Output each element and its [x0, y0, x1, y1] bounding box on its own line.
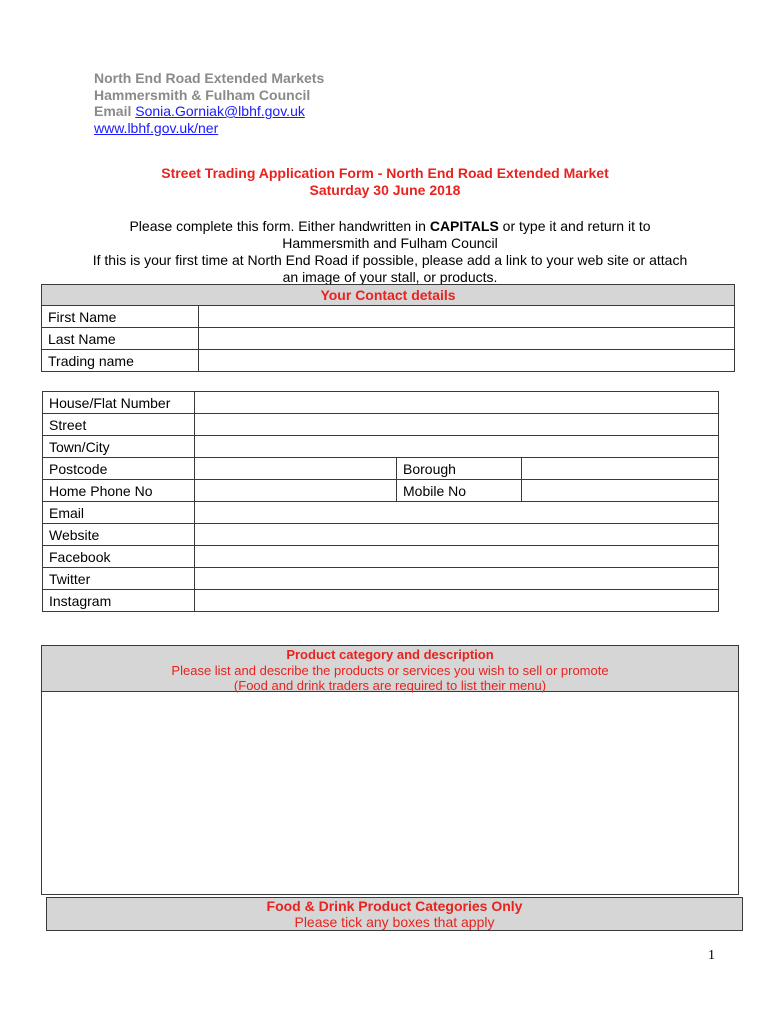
- twitter-label: Twitter: [43, 568, 195, 590]
- house-number-label: House/Flat Number: [43, 392, 195, 414]
- food-drink-title: Food & Drink Product Categories Only: [266, 898, 523, 914]
- email-label: Email: [43, 502, 195, 524]
- home-phone-label: Home Phone No: [43, 480, 195, 502]
- first-name-field[interactable]: [199, 306, 735, 328]
- header-email-link[interactable]: Sonia.Gorniak@lbhf.gov.uk: [135, 103, 305, 119]
- product-heading-title: Product category and description: [286, 647, 494, 662]
- food-drink-categories-heading: [46, 897, 743, 931]
- header-email-row: [94, 103, 324, 120]
- mobile-label: Mobile No: [397, 480, 522, 502]
- website-field[interactable]: [195, 524, 719, 546]
- intro-text: [40, 218, 740, 286]
- instagram-label: Instagram: [43, 590, 195, 612]
- header-website-link[interactable]: www.lbhf.gov.uk/ner: [94, 119, 219, 136]
- home-phone-field[interactable]: [195, 480, 397, 502]
- facebook-field[interactable]: [195, 546, 719, 568]
- trading-name-label: Trading name: [42, 350, 199, 372]
- mobile-field[interactable]: [522, 480, 719, 502]
- borough-label: Borough: [397, 458, 522, 480]
- first-name-label: First Name: [42, 306, 199, 328]
- borough-field[interactable]: [522, 458, 719, 480]
- trading-name-field[interactable]: [199, 350, 735, 372]
- intro-line4: an image of your stall, or products.: [282, 269, 498, 285]
- product-heading-note: (Food and drink traders are required to list their menu): [233, 678, 547, 693]
- product-description-section: [41, 645, 739, 895]
- product-heading-instruction: Please list and describe the products or services you wish to sell or promote: [171, 662, 609, 678]
- website-label: Website: [43, 524, 195, 546]
- header-council-name: Hammersmith & Fulham Council: [94, 86, 311, 103]
- intro-line2: Hammersmith and Fulham Council: [282, 235, 498, 251]
- form-title-date: Saturday 30 June 2018: [309, 181, 461, 198]
- instagram-field[interactable]: [195, 590, 719, 612]
- intro-text-b: or type it and return it to: [498, 218, 651, 234]
- house-number-field[interactable]: [195, 392, 719, 414]
- form-title-line1: Street Trading Application Form - North End Road Extended Market: [161, 165, 609, 181]
- street-label: Street: [43, 414, 195, 436]
- organisation-header: [94, 70, 324, 136]
- last-name-field[interactable]: [199, 328, 735, 350]
- header-market-name: North End Road Extended Markets: [94, 70, 325, 86]
- postcode-label: Postcode: [43, 458, 195, 480]
- header-email-label: Email: [94, 103, 136, 119]
- intro-line1: [40, 218, 740, 235]
- form-title: [0, 165, 770, 198]
- contact-details-heading: Your Contact details: [42, 285, 735, 306]
- product-description-field[interactable]: [42, 692, 738, 892]
- food-drink-instruction: Please tick any boxes that apply: [294, 914, 495, 930]
- intro-text-a: Please complete this form. Either handwritten in: [129, 218, 430, 234]
- email-field[interactable]: [195, 502, 719, 524]
- postcode-field[interactable]: [195, 458, 397, 480]
- intro-line3: If this is your first time at North End Road if possible, please add a link to your web site or attach: [92, 252, 688, 268]
- facebook-label: Facebook: [43, 546, 195, 568]
- last-name-label: Last Name: [42, 328, 199, 350]
- street-field[interactable]: [195, 414, 719, 436]
- address-table: [42, 391, 719, 612]
- product-description-heading: [42, 646, 738, 692]
- intro-capitals: CAPITALS: [429, 218, 499, 234]
- page-number: 1: [708, 948, 715, 963]
- town-field[interactable]: [195, 436, 719, 458]
- contact-details-table: [41, 284, 735, 372]
- town-label: Town/City: [43, 436, 195, 458]
- twitter-field[interactable]: [195, 568, 719, 590]
